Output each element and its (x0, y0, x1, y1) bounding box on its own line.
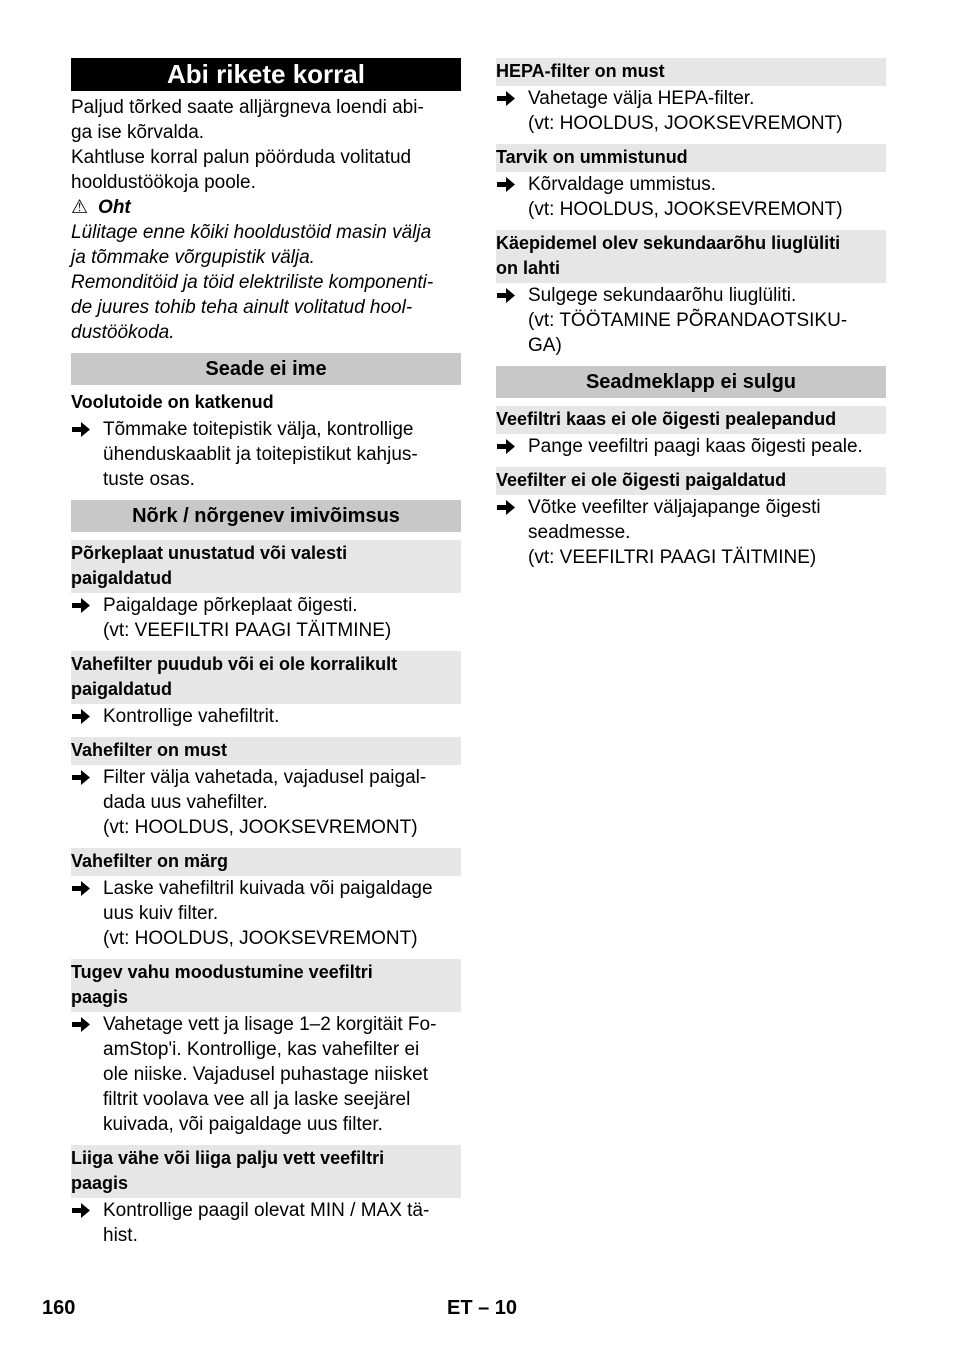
bullet-line: Laske vahefiltril kuivada või paigaldage (103, 878, 433, 899)
bullet-line: GA) (528, 335, 562, 356)
arrow-right-icon (72, 417, 92, 442)
bullet-line: filtrit voolava vee all ja laske seejärel (103, 1089, 411, 1110)
bullet-line: ole niiske. Vajadusel puhastage niisket (103, 1064, 428, 1085)
bullet-item (71, 876, 461, 951)
bullet-line: Vahetage välja HEPA-filter. (528, 88, 755, 109)
bullet-item (71, 1198, 461, 1248)
page-title: Abi rikete korral (71, 58, 461, 91)
arrow-right-icon (72, 593, 92, 618)
bullet-line: Vahetage vett ja lisage 1–2 korgitäit Fo- (103, 1014, 437, 1035)
bullet-line: ühenduskaablit ja toitepistikut kahjus- (103, 444, 418, 465)
bullet-line: (vt: HOOLDUS, JOOKSEVREMONT) (103, 928, 418, 949)
subsection-heading: Veefilter ei ole õigesti paigaldatud (496, 467, 886, 495)
bullet-line: (vt: VEEFILTRI PAAGI TÄITMINE) (528, 547, 817, 568)
subsection-heading: Vahefilter on must (71, 737, 461, 765)
bullet-line: kuivada, või paigaldage uus filter. (103, 1114, 383, 1135)
bullet-item (71, 417, 461, 492)
bullet-line: Pange veefiltri paagi kaas õigesti peale. (528, 436, 863, 457)
intro-line: Kahtluse korral palun pöörduda volitatud (71, 147, 412, 168)
warning-line: de juures tohib teha ainult volitatud hool- (71, 297, 413, 318)
bullet-line: hist. (103, 1225, 138, 1246)
right-column (496, 58, 886, 570)
bullet-line: seadmesse. (528, 522, 631, 543)
warning-line: Remonditöid ja töid elektriliste komponenti- (71, 272, 434, 293)
bullet-line: (vt: HOOLDUS, JOOKSEVREMONT) (528, 113, 843, 134)
subsection-heading (71, 959, 461, 1012)
warning-line: dustöökoda. (71, 322, 175, 343)
bullet-line: Võtke veefilter väljajapange õigesti (528, 497, 821, 518)
bullet-item (496, 495, 886, 570)
heading-line: paigaldatud (71, 679, 173, 699)
heading-line: Põrkeplaat unustatud või valesti (71, 543, 348, 563)
heading-line: Tugev vahu moodustumine veefiltri (71, 962, 373, 982)
intro-line: hooldustöökoja poole. (71, 172, 256, 193)
warning-text (71, 220, 461, 345)
heading-line: paagis (71, 1173, 129, 1193)
subsection-heading (496, 230, 886, 283)
bullet-line: (vt: VEEFILTRI PAAGI TÄITMINE) (103, 620, 392, 641)
page-number: 160 (42, 1297, 76, 1319)
bullet-item (496, 434, 886, 459)
bullet-line: tuste osas. (103, 469, 195, 490)
arrow-right-icon (72, 876, 92, 901)
subsection-heading: Veefiltri kaas ei ole õigesti pealepandud (496, 406, 886, 434)
bullet-item (71, 593, 461, 643)
bullet-line: Kontrollige vahefiltrit. (103, 706, 280, 727)
subsection-heading (71, 540, 461, 593)
bullet-line: (vt: HOOLDUS, JOOKSEVREMONT) (103, 817, 418, 838)
warning-line: Lülitage enne kõiki hooldustöid masin välja (71, 222, 432, 243)
language-page-label: ET – 10 (447, 1297, 518, 1319)
subsection-heading (71, 1145, 461, 1198)
heading-line: paigaldatud (71, 568, 173, 588)
bullet-item (496, 283, 886, 358)
bullet-line: dada uus vahefilter. (103, 792, 268, 813)
arrow-right-icon (497, 495, 517, 520)
section-heading: Nõrk / nõrgenev imivõimsus (71, 500, 461, 532)
bullet-line: (vt: TÖÖTAMINE PÕRANDAOTSIKU- (528, 310, 848, 331)
heading-line: Käepidemel olev sekundaarõhu liuglüliti (496, 233, 841, 253)
subsection-heading: Voolutoide on katkenud (71, 392, 274, 412)
bullet-line: uus kuiv filter. (103, 903, 219, 924)
arrow-right-icon (497, 283, 517, 308)
bullet-line: Sulgege sekundaarõhu liuglüliti. (528, 285, 797, 306)
warning-line: ja tõmmake võrgupistik välja. (71, 247, 315, 268)
arrow-right-icon (72, 765, 92, 790)
bullet-item (496, 172, 886, 222)
bullet-item (71, 1012, 461, 1137)
subsection-heading: HEPA-filter on must (496, 58, 886, 86)
arrow-right-icon (72, 1198, 92, 1223)
warning-title: Oht (98, 197, 131, 218)
bullet-line: Paigaldage põrkeplaat õigesti. (103, 595, 358, 616)
warning-heading (71, 195, 461, 220)
left-column (71, 58, 461, 1248)
arrow-right-icon (497, 172, 517, 197)
subsection-heading: Tarvik on ummistunud (496, 144, 886, 172)
heading-line: on lahti (496, 258, 560, 278)
subsection-heading (71, 651, 461, 704)
bullet-item (71, 765, 461, 840)
heading-line: Vahefilter puudub või ei ole korralikult (71, 654, 398, 674)
arrow-right-icon (72, 1012, 92, 1037)
intro-line: Paljud tõrked saate alljärgneva loendi abi- (71, 97, 424, 118)
section-heading: Seadmeklapp ei sulgu (496, 366, 886, 398)
intro-line: ga ise kõrvalda. (71, 122, 205, 143)
heading-line: paagis (71, 987, 129, 1007)
bullet-line: amStop'i. Kontrollige, kas vahefilter ei (103, 1039, 420, 1060)
bullet-line: Filter välja vahetada, vajadusel paigal- (103, 767, 427, 788)
bullet-line: (vt: HOOLDUS, JOOKSEVREMONT) (528, 199, 843, 220)
section-heading: Seade ei ime (71, 353, 461, 385)
subsection-heading: Vahefilter on märg (71, 848, 461, 876)
heading-line: Liiga vähe või liiga palju vett veefiltri (71, 1148, 385, 1168)
bullet-line: Kõrvaldage ummistus. (528, 174, 716, 195)
arrow-right-icon (497, 434, 517, 459)
warning-triangle-icon: ⚠ (71, 197, 89, 218)
arrow-right-icon (72, 704, 92, 729)
arrow-right-icon (497, 86, 517, 111)
bullet-item (71, 704, 461, 729)
bullet-item (496, 86, 886, 136)
bullet-line: Tõmmake toitepistik välja, kontrollige (103, 419, 414, 440)
bullet-line: Kontrollige paagil olevat MIN / MAX tä- (103, 1200, 430, 1221)
intro-text (71, 95, 461, 195)
